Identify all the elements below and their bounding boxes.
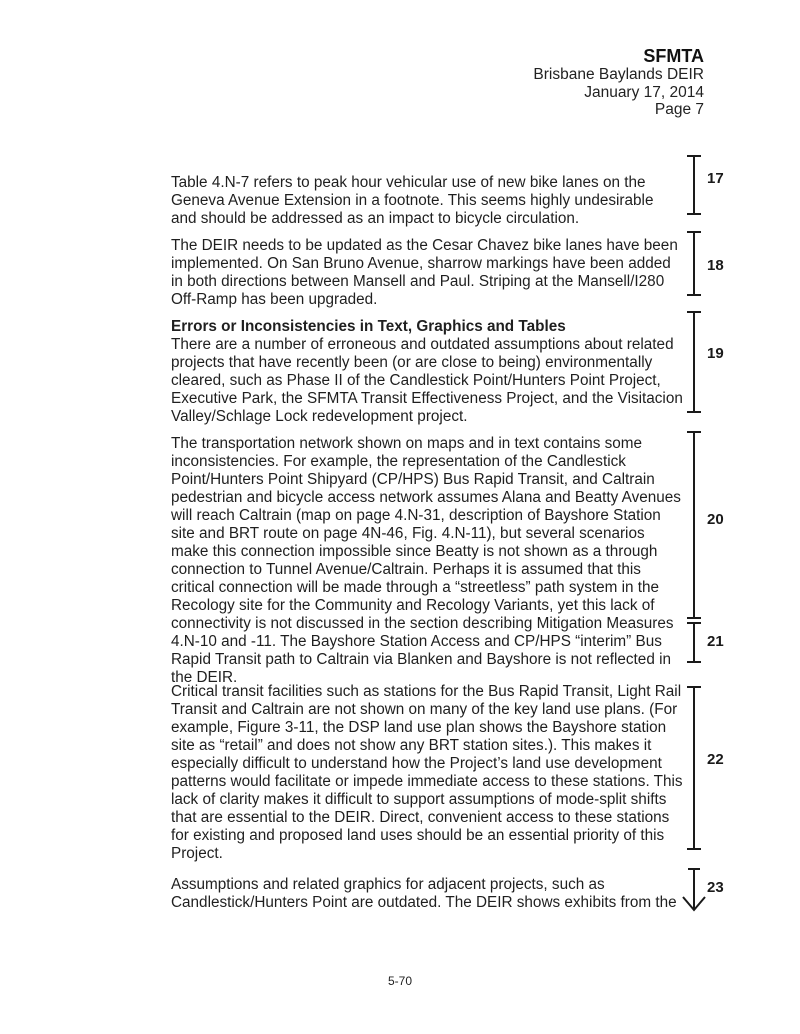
text-line: for existing and proposed land uses should be an essential priority of this [171,827,665,844]
text-line: Assumptions and related graphics for adjacent projects, such as [171,876,605,893]
section-heading: Errors or Inconsistencies in Text, Graphics and Tables [171,318,566,335]
paragraph-comment-17 [171,174,654,228]
text-line: The DEIR needs to be updated as the Cesar Chavez bike lanes have been [171,237,678,254]
text-line: pedestrian and bicycle access network assumes Alana and Beatty Avenues [171,489,681,506]
comment-bracket-17 [687,155,701,215]
text-line: Rapid Transit path to Caltrain via Blanken and Bayshore is not reflected in [171,651,671,668]
comment-bracket-21 [687,622,701,663]
text-line: Table 4.N-7 refers to peak hour vehicular use of new bike lanes on the [171,174,646,191]
text-line: Valley/Schlage Lock redevelopment project. [171,408,468,425]
text-line: example, Figure 3-11, the DSP land use plan shows the Bayshore station [171,719,667,736]
text-line: connectivity is not discussed in the section describing Mitigation Measures [171,615,674,632]
page-number-footer: 5-70 [387,974,413,988]
text-line: and should be addressed as an impact to bicycle circulation. [171,210,580,227]
paragraph-comment-19 [171,318,683,426]
text-line: Recology site for the Community and Recology Variants, yet this lack of [171,597,655,614]
text-line: critical connection will be made through a “streetless” path system in the [171,579,660,596]
text-line: the DEIR. [171,669,238,686]
text-line: patterns would facilitate or impede immediate access to these stations. This [171,773,683,790]
arrow-down-icon [678,867,710,913]
text-line: especially difficult to understand how the Project’s land use development [171,755,662,772]
text-line: Geneva Avenue Extension in a footnote. This seems highly undesirable [171,192,654,209]
text-line: inconsistencies. For example, the representation of the Candlestick [171,453,626,470]
text-line: Executive Park, the SFMTA Transit Effectiveness Project, and the Visitacion [171,390,683,407]
paragraph-comment-18 [171,237,678,309]
text-line: that are essential to the DEIR. Direct, convenient access to these stations [171,809,670,826]
text-line: make this connection impossible since Beatty is not shown as a through [171,543,658,560]
text-line: lack of clarity makes it difficult to support assumptions of mode-split shifts [171,791,667,808]
text-line: in both directions between Mansell and Paul. Striping at the Mansell/I280 [171,273,665,290]
header-org: SFMTA [643,46,704,66]
text-line: will reach Caltrain (map on page 4.N-31, description of Bayshore Station [171,507,661,524]
comment-bracket-19 [687,311,701,413]
paragraph-comment-23 [171,876,677,912]
comment-number-21: 21 [707,633,724,650]
comment-bracket-20 [687,431,701,619]
text-line: Transit and Caltrain are not shown on many of the key land use plans. (For [171,701,678,718]
text-line: There are a number of erroneous and outdated assumptions about related [171,336,674,353]
header-date: January 17, 2014 [584,83,704,101]
comment-number-23: 23 [707,879,724,896]
paragraph-comment-22 [171,683,683,863]
text-line: 4.N-10 and -11. The Bayshore Station Access and CP/HPS “interim” Bus [171,633,662,650]
comment-number-17: 17 [707,170,724,187]
text-line: Point/Hunters Point Shipyard (CP/HPS) Bus Rapid Transit, and Caltrain [171,471,655,488]
comment-number-19: 19 [707,345,724,362]
comment-number-18: 18 [707,257,724,274]
text-line: Project. [171,845,223,862]
text-line: implemented. On San Bruno Avenue, sharrow markings have been added [171,255,671,272]
text-line: projects that have recently been (or are close to being) environmentally [171,354,653,371]
text-line: Candlestick/Hunters Point are outdated. The DEIR shows exhibits from the [171,894,677,911]
paragraph-comment-20-21 [171,435,681,687]
text-line: site and BRT route on page 4N-46, Fig. 4.N-11), but several scenarios [171,525,645,542]
text-line: connection to Tunnel Avenue/Caltrain. Perhaps it is assumed that this [171,561,641,578]
header-doc-title: Brisbane Baylands DEIR [533,66,704,83]
comment-number-22: 22 [707,751,724,768]
text-line: cleared, such as Phase II of the Candlestick Point/Hunters Point Project, [171,372,661,389]
document-header [533,46,704,119]
comment-bracket-22 [687,686,701,850]
text-line: Off-Ramp has been upgraded. [171,291,378,308]
text-line: Critical transit facilities such as stations for the Bus Rapid Transit, Light Rail [171,683,682,700]
text-line: The transportation network shown on maps and in text contains some [171,435,643,452]
text-line: site as “retail” and does not show any BRT station sites.). This makes it [171,737,652,754]
header-page: Page 7 [654,101,704,118]
comment-bracket-18 [687,231,701,296]
comment-number-20: 20 [707,511,724,528]
